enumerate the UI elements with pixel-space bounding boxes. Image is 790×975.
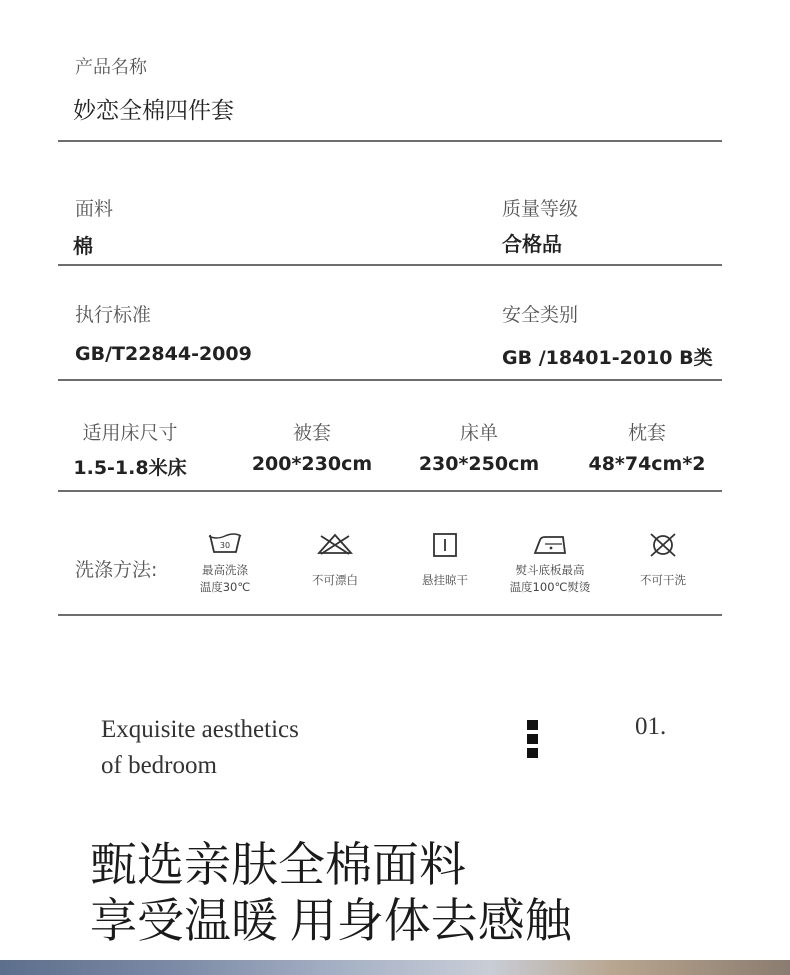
care-caption: 熨斗底板最高 [515, 563, 585, 577]
hang-dry-icon [431, 532, 459, 558]
size-label: 适用床尺寸 [82, 422, 178, 444]
care-item [500, 532, 600, 596]
section-number: 01. [635, 713, 667, 740]
care-label: 洗涤方法: [75, 559, 158, 581]
care-item [405, 532, 485, 589]
size-value: 48*74cm*2 [588, 453, 706, 475]
size-column [60, 418, 200, 480]
divider [58, 140, 722, 142]
wash-temp: 30 [219, 541, 231, 550]
care-caption: 最高洗涤 [202, 563, 248, 577]
divider [58, 379, 722, 381]
size-value: 230*250cm [418, 453, 540, 475]
headline-line: 甄选亲肤全棉面料 [90, 840, 466, 892]
size-value: 1.5-1.8米床 [73, 457, 187, 479]
divider [58, 614, 722, 616]
divider [58, 490, 722, 492]
square-mark [527, 720, 538, 730]
standard-label: 执行标准 [75, 304, 152, 326]
size-label: 枕套 [627, 422, 666, 444]
safety-label: 安全类别 [502, 304, 579, 326]
size-value: 200*230cm [251, 453, 373, 475]
care-item [623, 532, 703, 589]
product-name-value: 妙恋全棉四件套 [73, 98, 234, 124]
square-mark [527, 748, 538, 758]
care-caption: 温度30℃ [199, 580, 251, 594]
photo-strip [0, 960, 790, 975]
size-column [572, 418, 722, 475]
aesthetic-line: of bedroom [101, 752, 217, 779]
care-caption: 温度100℃熨烫 [509, 580, 591, 594]
size-column [232, 418, 392, 475]
care-item [295, 532, 375, 589]
no-dry-clean-icon [648, 532, 678, 558]
headline [90, 838, 572, 950]
size-label: 床单 [459, 422, 498, 444]
care-item [185, 532, 265, 596]
fabric-value: 棉 [73, 234, 93, 258]
quality-label: 质量等级 [502, 198, 579, 220]
quality-value: 合格品 [502, 232, 562, 256]
size-label: 被套 [292, 422, 331, 444]
wash-30-icon [207, 532, 243, 556]
decorative-squares [527, 720, 538, 758]
headline-line: 享受温暖 用身体去感触 [90, 896, 572, 948]
no-bleach-icon [315, 532, 355, 556]
square-mark [527, 734, 538, 744]
fabric-label: 面料 [75, 198, 114, 220]
care-caption: 不可漂白 [312, 573, 358, 587]
divider [58, 264, 722, 266]
iron-icon [531, 532, 569, 556]
care-caption: 不可干洗 [640, 573, 686, 587]
product-name-label: 产品名称 [75, 57, 147, 78]
aesthetic-line: Exquisite aesthetics [101, 716, 299, 743]
aesthetic-tagline [101, 712, 299, 784]
safety-value: GB /18401-2010 B类 [502, 347, 713, 369]
size-column [399, 418, 559, 475]
standard-value: GB/T22844-2009 [75, 343, 252, 365]
care-caption: 悬挂晾干 [422, 573, 468, 587]
